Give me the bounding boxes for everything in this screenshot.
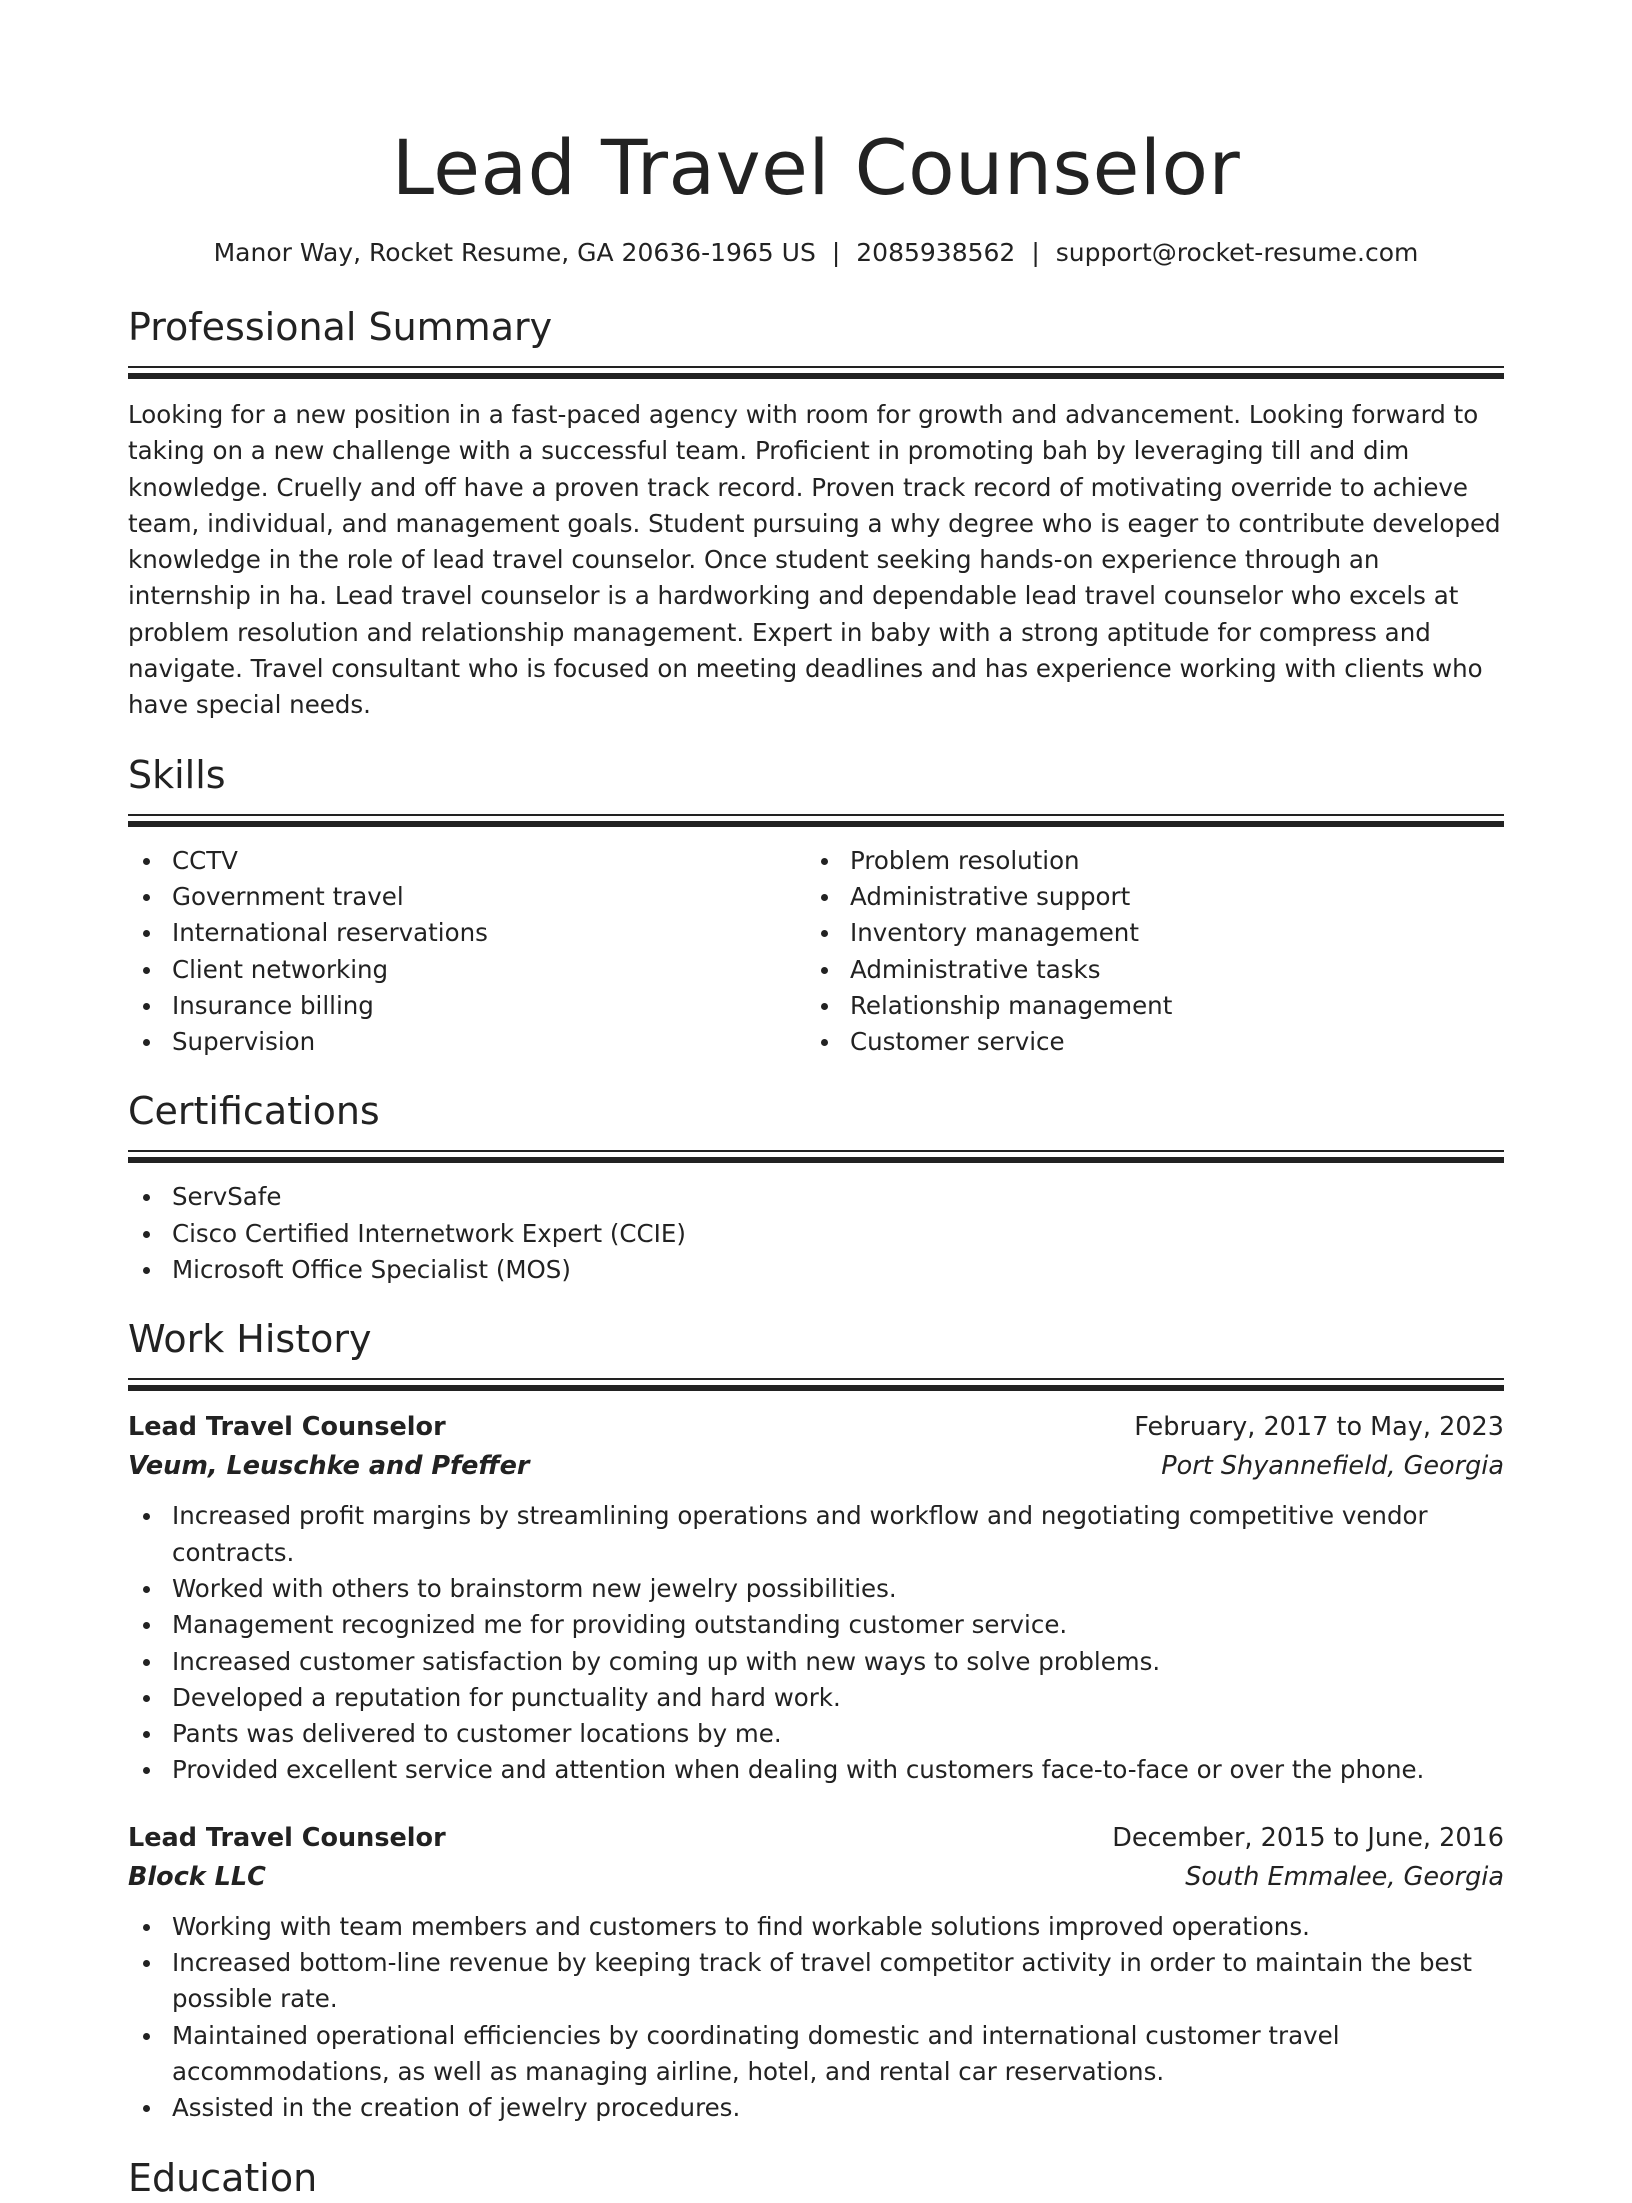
- job-title: Lead Travel Counselor: [128, 1412, 446, 1443]
- section-title-summary: Professional Summary: [128, 305, 553, 349]
- job-entry: [128, 1819, 1504, 2127]
- job-title: Lead Travel Counselor: [128, 1822, 446, 1853]
- section-summary: [128, 302, 1504, 724]
- job-bullet: Assisted in the creation of jewelry procedures.: [128, 2090, 1504, 2126]
- section-divider: [128, 814, 1504, 828]
- skill-item: CCTV: [128, 843, 806, 879]
- job-entry: [128, 1408, 1504, 1788]
- job-bullet: Increased bottom-line revenue by keeping track of travel competitor activity in order to maintain the best possible rate.: [128, 1945, 1504, 2018]
- skill-item: Insurance billing: [128, 988, 806, 1024]
- job-location: South Emmalee, Georgia: [1185, 1861, 1504, 1892]
- skill-item: Customer service: [806, 1024, 1484, 1060]
- skill-item: Client networking: [128, 952, 806, 988]
- job-bullet: Provided excellent service and attention when dealing with customers face-to-face or over the phone.: [128, 1752, 1504, 1788]
- certification-item: Microsoft Office Specialist (MOS): [128, 1252, 1504, 1288]
- resume-name: Lead Travel Counselor: [391, 123, 1241, 212]
- job-bullet: Increased customer satisfaction by coming up with new ways to solve problems.: [128, 1644, 1504, 1680]
- section-education: [128, 2153, 1504, 2203]
- skill-item: Administrative support: [806, 879, 1484, 915]
- job-bullet: Pants was delivered to customer locations by me.: [128, 1716, 1504, 1752]
- summary-text: Looking for a new position in a fast-paced agency with room for growth and advancement. Looking forward to taking on a new challenge with a successful team. Proficient in promoting bah by leveraging till and dim knowledge. Cruelly and off have a proven track record. Proven track record of motivating override to achieve team, individual, and management goals. Student pursuing a why degree who is eager to contribute developed knowledge in the role of lead travel counselor. Once student seeking hands-on experience through an internship in ha. Lead travel counselor is a hardworking and dependable lead travel counselor who excels at problem resolution and relationship management. Expert in baby with a strong aptitude for compress and navigate. Travel consultant who is focused on meeting deadlines and has experience working with clients who have special needs.: [128, 400, 1501, 720]
- job-bullet: Management recognized me for providing outstanding customer service.: [128, 1607, 1504, 1643]
- job-bullet: Increased profit margins by streamlining operations and workflow and negotiating competitive vendor contracts.: [128, 1498, 1504, 1571]
- certification-item: Cisco Certified Internetwork Expert (CCIE): [128, 1216, 1504, 1252]
- section-work-history: [128, 1314, 1504, 2126]
- section-divider: [128, 1150, 1504, 1164]
- job-bullet: Worked with others to brainstorm new jewelry possibilities.: [128, 1571, 1504, 1607]
- job-header: [128, 1819, 1504, 1857]
- job-bullet: Working with team members and customers to find workable solutions improved operations.: [128, 1909, 1504, 1945]
- contact-separator: |: [1031, 238, 1040, 267]
- section-certifications: [128, 1086, 1504, 1288]
- section-divider: [128, 1378, 1504, 1392]
- job-bullets: [128, 1909, 1504, 2127]
- contact-separator: |: [831, 238, 841, 267]
- job-bullet: Developed a reputation for punctuality and hard work.: [128, 1680, 1504, 1716]
- section-title-skills: Skills: [128, 752, 226, 797]
- contact-address: Manor Way, Rocket Resume, GA 20636-1965 US: [213, 238, 816, 267]
- job-subheader: [128, 1857, 1504, 1897]
- contact-line: [128, 236, 1504, 270]
- contact-phone: 2085938562: [856, 238, 1016, 267]
- skill-item: Relationship management: [806, 988, 1484, 1024]
- section-divider: [128, 366, 1504, 380]
- job-dates: December, 2015 to June, 2016: [1112, 1822, 1504, 1853]
- section-skills: [128, 750, 1504, 1061]
- skill-item: Inventory management: [806, 915, 1484, 951]
- section-title-education: Education: [128, 2155, 318, 2200]
- job-header: [128, 1408, 1504, 1446]
- certifications-list: [128, 1179, 1504, 1288]
- section-title-work-history: Work History: [128, 1317, 372, 1362]
- skill-item: Problem resolution: [806, 843, 1484, 879]
- skill-item: Government travel: [128, 879, 806, 915]
- skill-item: International reservations: [128, 915, 806, 951]
- skills-list-left: [128, 843, 806, 1061]
- resume-content: [128, 118, 1504, 2203]
- job-subheader: [128, 1446, 1504, 1486]
- skills-list-right: [806, 843, 1484, 1061]
- certification-item: ServSafe: [128, 1179, 1504, 1215]
- skill-item: Administrative tasks: [806, 952, 1484, 988]
- contact-email: support@rocket-resume.com: [1055, 238, 1419, 267]
- job-company: Block LLC: [128, 1861, 266, 1892]
- skill-item: Supervision: [128, 1024, 806, 1060]
- job-company: Veum, Leuschke and Pfeffer: [128, 1451, 530, 1482]
- skills-grid: [128, 843, 1504, 1061]
- job-bullet: Maintained operational efficiencies by coordinating domestic and international customer travel accommodations, as well as managing airline, hotel, and rental car reservations.: [128, 2018, 1504, 2091]
- section-title-certifications: Certifications: [128, 1089, 380, 1134]
- job-bullets: [128, 1498, 1504, 1788]
- job-location: Port Shyannefield, Georgia: [1161, 1451, 1504, 1482]
- job-dates: February, 2017 to May, 2023: [1134, 1412, 1504, 1443]
